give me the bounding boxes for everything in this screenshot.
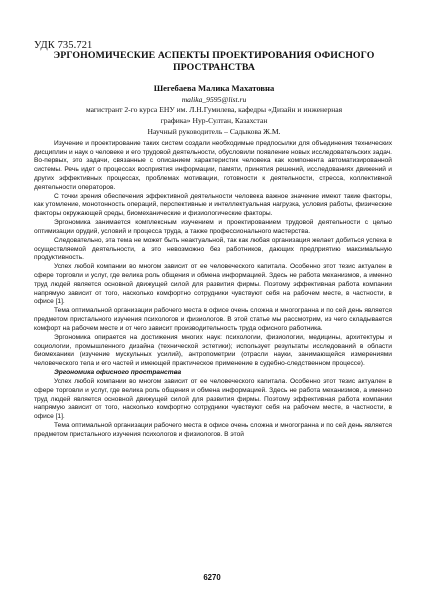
body-paragraph: Успех любой компании во многом зависит от ее человеческого капитала. Особенно этот тезис актуален в сфере торговли и услуг, где велика роль общения и обмена информацией. Здесь не работа механизмов, а именно труд людей является основной движущей силой для развития фирмы. Поэтому эффективная работа компании напрямую зависит от того, насколько комфортно сотрудники чувствуют себя на рабочем месте, в частности, в офисе [1].	[34, 263, 392, 306]
author-email: malika_9595@list.ru	[181, 95, 247, 104]
body-paragraph: Эргономика занимается комплексным изучением и проектированием трудовой деятельности с целью оптимизации орудий, условий и процесса труда, а также профессионального мастерства.	[34, 219, 392, 235]
body-paragraph: Тема оптимальной организации рабочего места в офисе очень сложна и многогранна и по сей день является предметом пристального изучения психологов и физиологов. В этой	[34, 422, 392, 438]
article-body	[34, 140, 392, 440]
body-paragraph: Следовательно, эта тема не может быть неактуальной, так как любая организация желает добиться успеха в осуществляемой деятельности, а это невозможно без работников, дающих предприятию максимальную продуктивность.	[34, 236, 392, 262]
affiliation-line: графика» Нур-Султан, Казахстан	[160, 116, 268, 125]
body-paragraph: Эргономика опирается на достижения многих наук: психологии, физиологии, медицины, архитектуры и социологии, промышленного дизайна (технической эстетики); использует результаты исследований в области биомеханики (изучение мускульных усилий), антропометрии (отрасли науки, занимающейся измерениями человеческого тела и его частей и имеющей практическое применение в судебно-следственном процессе).	[34, 333, 392, 367]
udk-code: УДК 735.721	[34, 40, 93, 51]
body-paragraph: Тема оптимальной организации рабочего места в офисе очень сложна и многогранна и по сей день является предметом пристального изучения психологов и физиологов. В этой статье мы рассмотрим, из чего складывается комфорт на рабочем месте и от чего зависит производительность труда офисного работника.	[34, 307, 392, 332]
body-paragraph: Изучение и проектирование таких систем создали необходимые предпосылки для объединения технических дисциплин и наук о человеке и его трудовой деятельности, обусловили появление новых исследовательских задач. Во-первых, это задачи, связанные с описанием характеристик человека как компонента автоматизированной системы. Речь идет о процессах восприятия информации, памяти, принятия решений, исследованиях движений и других эффективных процессах, проблемах мотивации, готовности к деятельности, стресса, коллективной деятельности операторов.	[34, 140, 392, 191]
supervisor-line: Научный руководитель – Садыкова Ж.М.	[147, 127, 281, 136]
body-paragraph: С точки зрения обеспечения эффективной деятельности человека важное значение имеют такие факторы, как утомление, монотонность операций, перспективные и интеллектуальная нагрузка, условия работы, физические факторы окружающей среды, биомеханические и физиологические факторы.	[34, 192, 392, 218]
author-affiliation	[34, 104, 394, 137]
page-number: 6270	[203, 573, 221, 582]
affiliation-line: магистрант 2-го курса ЕНУ им. Л.Н.Гумилева, кафедры «Дизайн и инженерная	[85, 105, 343, 114]
section-subheading: Эргономика офисного пространства	[54, 369, 182, 377]
author-name: Шегебаева Малика Махатовна	[153, 83, 275, 93]
body-paragraph: Успех любой компании во многом зависит от ее человеческого капитала. Особенно этот тезис актуален в сфере торговли и услуг, где велика роль общения и обмена информацией. Здесь не работа механизмов, а именно труд людей является основной движущей силой для развития фирмы. Поэтому эффективная работа компании напрямую зависит от того, насколько комфортно сотрудники чувствуют себя на рабочем месте, в частности, в офисе [1].	[34, 378, 392, 420]
article-title: ЭРГОНОМИЧЕСКИЕ АСПЕКТЫ ПРОЕКТИРОВАНИЯ ОФИСНОГО ПРОСТРАНСТВА	[53, 50, 375, 73]
